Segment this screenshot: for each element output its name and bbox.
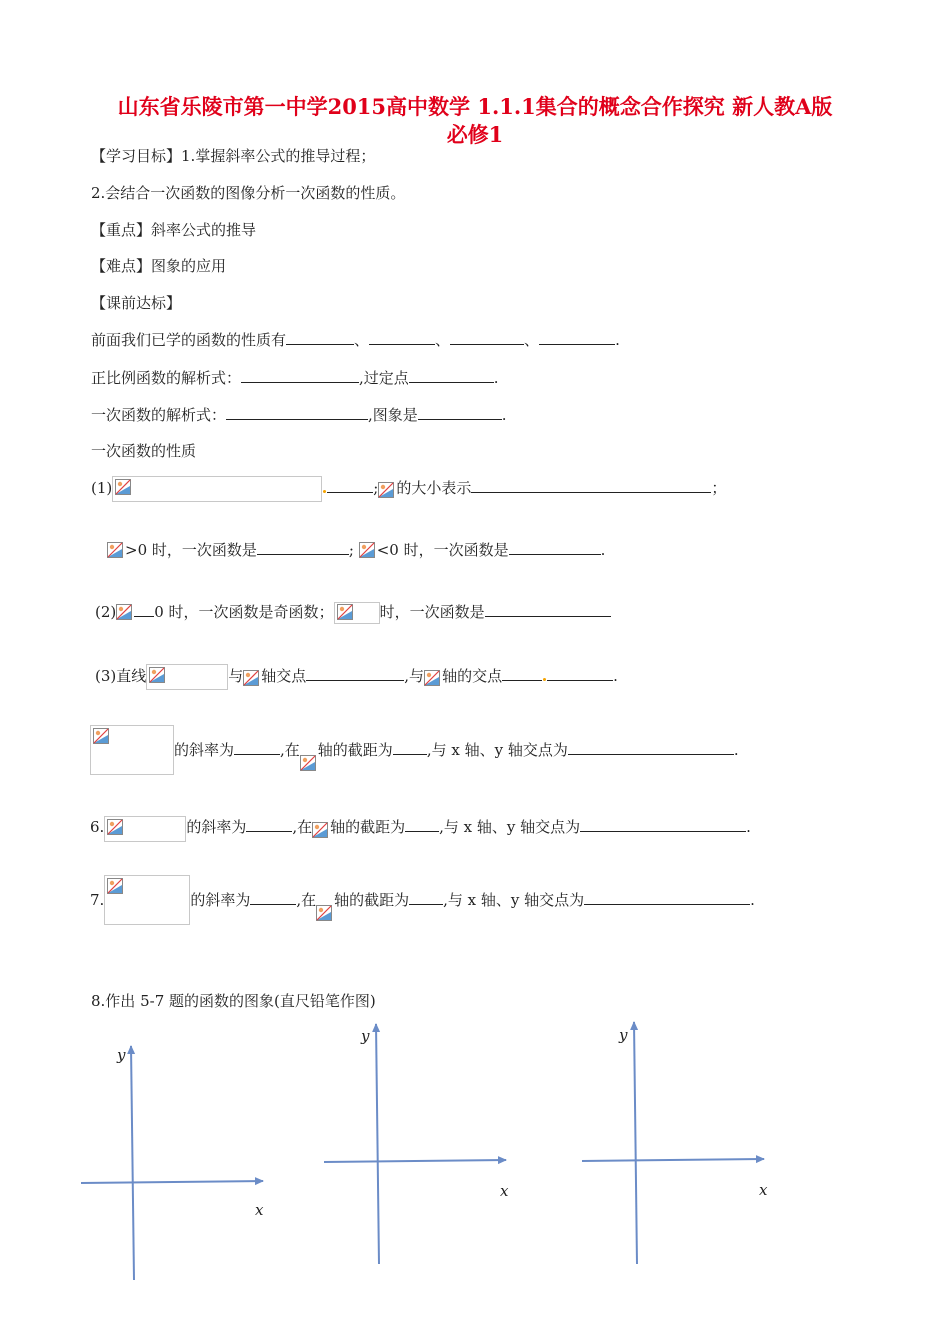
- separator: 、: [524, 331, 540, 349]
- question-3-axis-intersection: 轴交点: [261, 667, 307, 685]
- answer-blank[interactable]: [509, 539, 601, 555]
- goal-line: [91, 146, 375, 166]
- answer-blank[interactable]: [241, 367, 359, 383]
- slope-text: 的斜率为: [190, 891, 251, 909]
- question-3-axis-intersection-2: 轴的交点: [442, 667, 503, 685]
- answer-blank[interactable]: [547, 665, 613, 681]
- answer-blank[interactable]: [450, 329, 524, 345]
- separator: 、: [354, 331, 370, 349]
- intercept-text: 轴的截距为: [317, 741, 393, 759]
- formula-image: [104, 816, 186, 842]
- at-text: ,在: [280, 741, 300, 759]
- question-3-with: 与: [228, 667, 244, 685]
- intercept-text: 轴的截距为: [334, 891, 410, 909]
- question-graph-text: ,图象是: [368, 406, 418, 424]
- answer-blank[interactable]: [539, 329, 615, 345]
- y-axis-label: y: [361, 1027, 370, 1045]
- answer-blank[interactable]: [405, 816, 439, 832]
- answer-blank[interactable]: [471, 477, 711, 493]
- doc-title-line2: 必修1: [446, 122, 504, 147]
- goal-2-line: 2.会结合一次函数的图像分析一次函数的性质。: [91, 184, 406, 202]
- question-properties: [91, 329, 620, 350]
- answer-blank[interactable]: [234, 739, 280, 755]
- broken-image-icon: [107, 819, 123, 835]
- question-8: 8.作出 5-7 题的函数的图象(直尺铅笔作图): [91, 992, 376, 1010]
- question-7-number: 7.: [90, 891, 105, 909]
- formula-image: [107, 540, 125, 562]
- formula-image: [316, 903, 334, 925]
- broken-image-icon: [359, 542, 375, 558]
- broken-image-icon: [107, 542, 123, 558]
- question-1-text: 的大小表示: [396, 479, 472, 497]
- formula-image: [112, 476, 322, 502]
- question-6: [90, 812, 751, 842]
- question-5: [90, 725, 739, 775]
- question-6-number: 6.: [90, 818, 105, 836]
- question-2-odd-text: 0 时，一次函数是奇函数；: [154, 603, 334, 621]
- question-2-number: (2): [95, 603, 117, 621]
- y-axis-label: y: [619, 1026, 628, 1044]
- separator: 、: [435, 331, 451, 349]
- broken-image-icon: [93, 728, 109, 744]
- broken-image-icon: [300, 755, 316, 771]
- slope-text: 的斜率为: [174, 741, 235, 759]
- answer-blank[interactable]: [584, 889, 750, 905]
- semicolon: ;: [373, 479, 379, 497]
- formula-image: [116, 602, 134, 624]
- broken-image-icon: [312, 822, 328, 838]
- period: .: [493, 369, 499, 387]
- formula-image: [243, 668, 261, 690]
- answer-blank[interactable]: [257, 539, 349, 555]
- answer-blank[interactable]: [568, 739, 734, 755]
- y-axis: [376, 1024, 379, 1264]
- period: .: [733, 741, 739, 759]
- question-proportional: [91, 367, 499, 388]
- question-1b: [107, 538, 605, 562]
- x-axis-label: x: [255, 1201, 264, 1219]
- broken-image-icon: [424, 670, 440, 686]
- period: .: [600, 541, 606, 559]
- x-axis-label: x: [759, 1181, 768, 1199]
- broken-image-icon: [337, 604, 353, 620]
- difficulty-line: 【难点】图象的应用: [91, 257, 227, 275]
- question-proportional-text: 正比例函数的解析式：: [91, 369, 242, 387]
- coordinate-axes-2: [320, 1018, 520, 1268]
- broken-image-icon: [316, 905, 332, 921]
- period: .: [615, 331, 620, 349]
- answer-blank[interactable]: [134, 601, 154, 617]
- question-properties-text: 前面我们已学的函数的性质有: [91, 331, 287, 349]
- semicolon: ；: [711, 479, 727, 497]
- marker-dot: [323, 490, 326, 493]
- answer-blank[interactable]: [580, 816, 746, 832]
- question-2: [95, 600, 611, 624]
- broken-image-icon: [115, 479, 131, 495]
- answer-blank[interactable]: [369, 329, 435, 345]
- x-axis-label: x: [500, 1182, 509, 1200]
- marker-dot: [543, 678, 546, 681]
- broken-image-icon: [107, 878, 123, 894]
- question-linear-text: 一次函数的解析式：: [91, 406, 227, 424]
- answer-blank[interactable]: [327, 477, 373, 493]
- coordinate-axes-1: [75, 1040, 275, 1285]
- x-axis: [81, 1181, 263, 1183]
- answer-blank[interactable]: [485, 601, 611, 617]
- goal-label: 【学习目标】: [91, 147, 182, 165]
- y-axis-label: y: [117, 1046, 126, 1064]
- axes-intersection-text: ,与 x 轴、y 轴交点为: [443, 891, 585, 909]
- intercept-text: 轴的截距为: [330, 818, 406, 836]
- question-2-text: 时，一次函数是: [379, 603, 485, 621]
- period: .: [746, 818, 751, 836]
- y-axis: [131, 1046, 134, 1280]
- question-1b-positive-text: >0 时，一次函数是: [125, 541, 257, 559]
- formula-image: [359, 540, 377, 562]
- doc-title-line1: 山东省乐陵市第一中学2015高中数学 1.1.1集合的概念合作探究 新人教A版: [117, 94, 833, 119]
- answer-blank[interactable]: [409, 889, 443, 905]
- answer-blank[interactable]: [306, 665, 404, 681]
- axes-intersection-text: ,与 x 轴、y 轴交点为: [426, 741, 568, 759]
- question-linear: [91, 404, 507, 425]
- semicolon: ;: [348, 541, 354, 559]
- question-3-and: ,与: [404, 667, 425, 685]
- formula-image: [104, 875, 190, 925]
- broken-image-icon: [378, 482, 394, 498]
- answer-blank[interactable]: [226, 404, 368, 420]
- formula-image: [146, 664, 228, 690]
- question-3-number: (3)直线: [95, 667, 147, 685]
- key-point-line: 【重点】斜率公式的推导: [91, 221, 257, 239]
- question-1b-negative-text: <0 时，一次函数是: [376, 541, 509, 559]
- question-1-number: (1): [91, 479, 113, 497]
- x-axis: [582, 1159, 764, 1161]
- at-text: ,在: [292, 818, 313, 836]
- question-fixed-point-text: ,过定点: [359, 369, 409, 387]
- question-3: [95, 662, 618, 690]
- formula-image: [378, 480, 396, 502]
- formula-image: [424, 668, 442, 690]
- formula-image: [334, 602, 380, 624]
- y-axis: [634, 1022, 637, 1264]
- x-axis: [324, 1160, 506, 1162]
- answer-blank[interactable]: [502, 665, 542, 681]
- answer-blank[interactable]: [393, 739, 427, 755]
- answer-blank[interactable]: [409, 367, 494, 383]
- goal-1: 1.掌握斜率公式的推导过程；: [181, 147, 376, 165]
- broken-image-icon: [243, 670, 259, 686]
- answer-blank[interactable]: [286, 329, 354, 345]
- linear-properties-heading: 一次函数的性质: [91, 442, 197, 460]
- coordinate-axes-3: [578, 1018, 778, 1268]
- broken-image-icon: [149, 667, 165, 683]
- period: .: [750, 891, 755, 909]
- period: .: [613, 667, 618, 685]
- broken-image-icon: [116, 604, 132, 620]
- question-1: [91, 474, 726, 502]
- answer-blank[interactable]: [250, 889, 296, 905]
- slope-text: 的斜率为: [186, 818, 247, 836]
- formula-image: [90, 725, 174, 775]
- period: .: [501, 406, 507, 424]
- question-7: [90, 875, 755, 925]
- preclass-heading: 【课前达标】: [91, 294, 182, 312]
- formula-image: [300, 753, 318, 775]
- formula-image: [312, 820, 330, 842]
- axes-intersection-text: ,与 x 轴、y 轴交点为: [439, 818, 581, 836]
- answer-blank[interactable]: [418, 404, 502, 420]
- answer-blank[interactable]: [246, 816, 292, 832]
- at-text: ,在: [296, 891, 317, 909]
